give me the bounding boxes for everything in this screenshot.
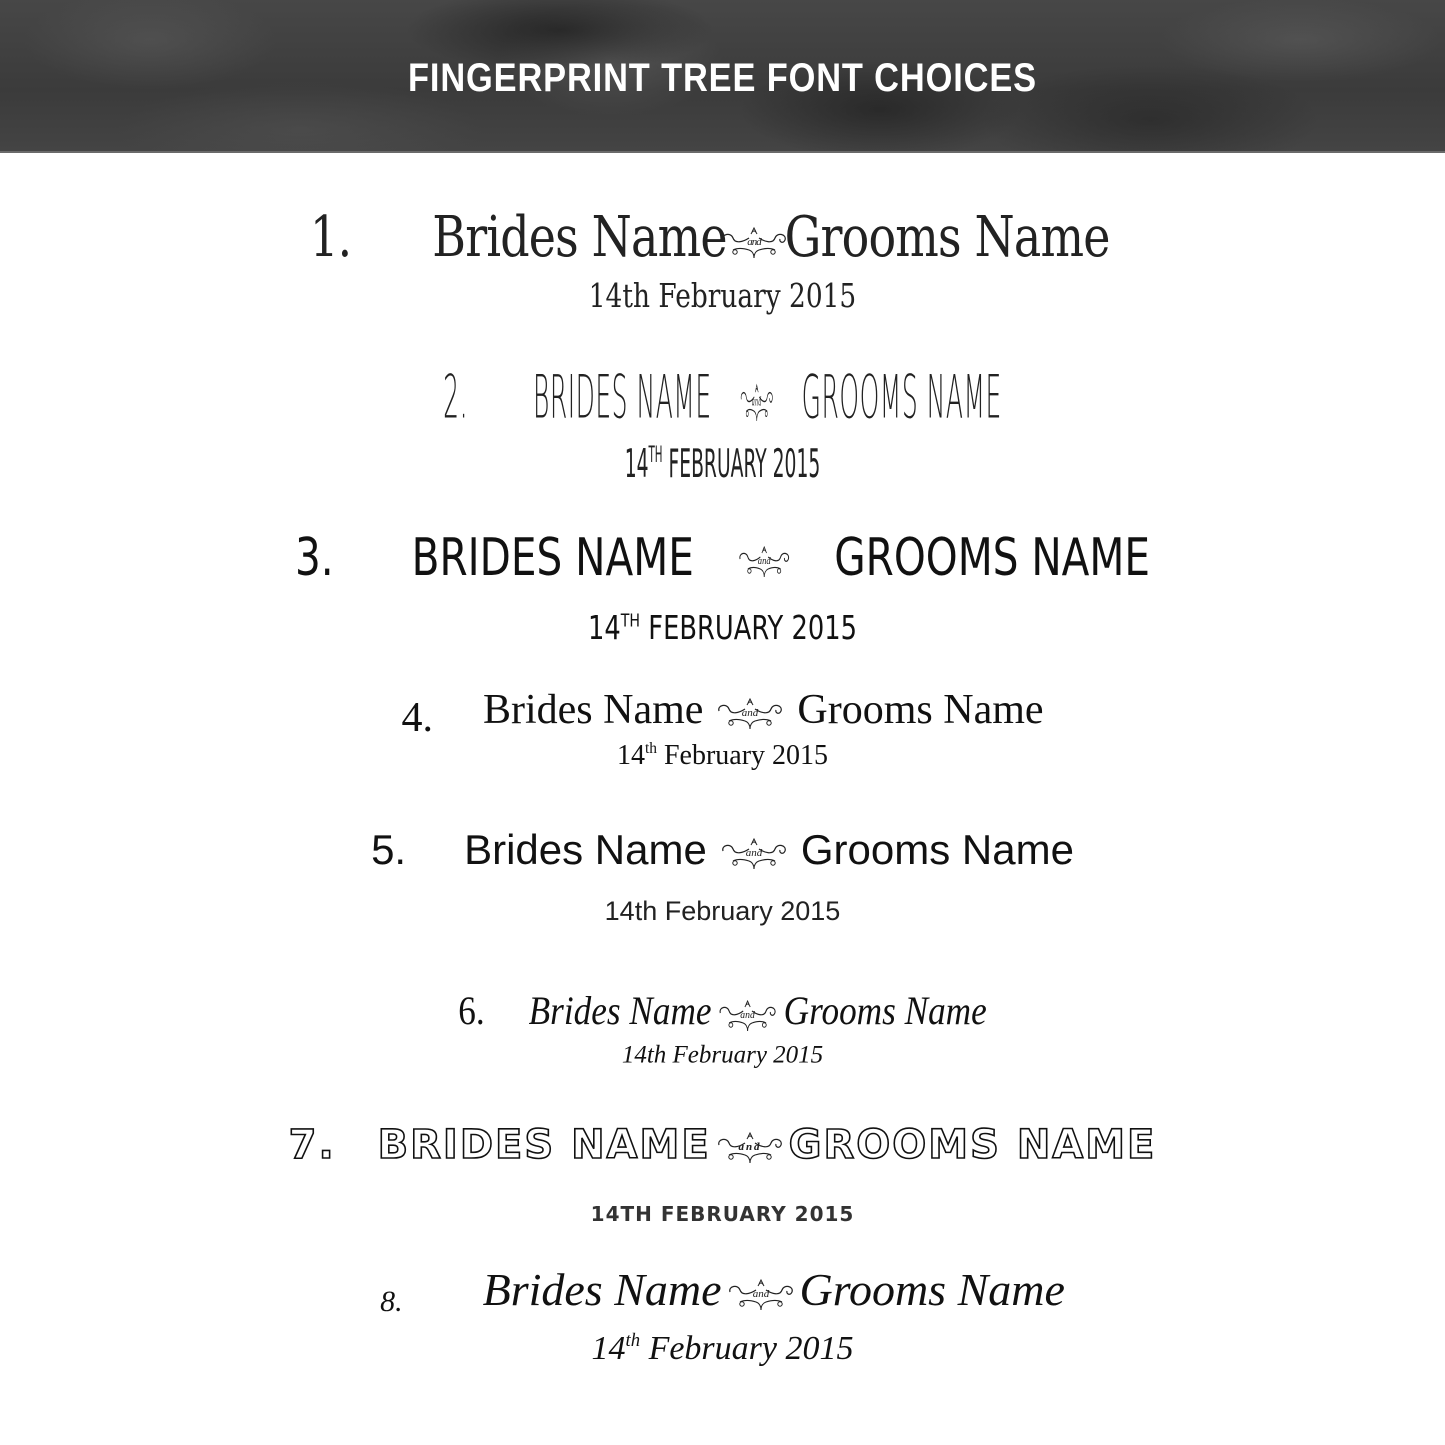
font-option-6 [0,987,1445,1069]
and-ornament [712,987,784,1035]
and-ornament-icon [719,222,789,262]
header-banner [0,0,1445,153]
wedding-date [0,1202,1445,1226]
and-ornament-icon [715,1127,785,1167]
date-rest: February 2015 [649,276,857,315]
date-suffix: TH [620,610,641,632]
wedding-date [347,442,1098,487]
grooms-name: Grooms Name [797,687,1044,733]
wedding-date [0,1041,1445,1070]
date-day: 14 [588,608,621,647]
font-option-8 [0,1263,1445,1368]
brides-name: BRIDES NAME [533,362,712,432]
brides-name: Brides Name [464,826,707,873]
and-ornament [703,686,797,734]
grooms-name: GROOMS NAME [788,1122,1157,1168]
brides-name: Brides Name [528,988,712,1034]
font-option-3 [0,528,1445,647]
date-suffix: th [625,1330,641,1351]
brides-name: Brides Name [432,205,727,270]
date-suffix: TH [648,442,663,468]
brides-name: BRIDES NAME [377,1122,711,1168]
font-option-1 [0,205,1445,315]
date-day: 14 [616,740,645,771]
svg-text:and: and [752,1288,769,1301]
wedding-date [0,896,1445,927]
date-day: 14 [624,441,649,488]
and-ornament-icon [715,693,785,733]
and-ornament [712,362,802,432]
and-ornament [694,528,834,588]
date-suffix: th [644,740,657,758]
date-day: 14th [621,1041,667,1069]
option-number: 7. [288,1122,336,1168]
date-rest: February 2015 [666,1041,824,1069]
font-option-7 [0,1122,1445,1226]
option-number: 8. [380,1284,403,1318]
date-rest: FEBRUARY 2015 [662,441,821,488]
grooms-name: GROOMS NAME [834,528,1151,588]
and-ornament-icon [727,377,787,425]
option-number: 1. [309,205,352,270]
svg-text:and: and [747,235,761,248]
and-ornament [722,1263,800,1316]
option-number: 3. [294,528,334,588]
wedding-date [159,608,1286,647]
brides-name: BRIDES NAME [411,528,694,588]
page-title: FINGERPRINT TREE FONT CHOICES [408,56,1037,100]
wedding-date [0,1330,1445,1368]
brides-name: Brides Name [482,687,704,733]
date-day: 14th [604,896,658,926]
date-rest: February 2015 [640,1330,854,1368]
svg-text:and: and [745,846,763,859]
option-number: 4. [401,695,433,741]
svg-text:and: and [751,394,762,409]
svg-text:and: and [738,1141,762,1153]
grooms-name: GROOMS NAME [801,362,1002,432]
date-rest: February 2015 [657,896,841,926]
and-ornament-icon [726,1274,796,1314]
grooms-name: Grooms Name [783,988,987,1034]
font-option-4 [0,686,1445,772]
date-day: 14 [591,1330,626,1368]
svg-text:and: and [740,1009,755,1021]
svg-text:and: and [757,555,771,568]
and-ornament [707,826,801,874]
grooms-name: Grooms Name [784,205,1110,270]
grooms-name: Grooms Name [799,1264,1065,1315]
and-ornament-icon [719,833,789,873]
and-ornament [711,1122,789,1168]
date-day: 14TH [590,1202,653,1226]
and-ornament-icon [717,995,779,1035]
option-number: 6. [458,988,485,1034]
font-option-2 [0,362,1445,488]
date-rest: FEBRUARY 2015 [652,1202,855,1226]
wedding-date [0,740,1445,772]
brides-name: Brides Name [482,1264,722,1315]
font-option-5 [0,826,1445,927]
and-ornament-icon [725,541,803,581]
wedding-date [145,276,1301,315]
date-day: 14th [588,276,650,315]
svg-text:and: and [742,707,759,720]
option-number: 5. [371,826,407,873]
date-rest: FEBRUARY 2015 [640,608,857,647]
grooms-name: Grooms Name [800,826,1074,873]
and-ornament [719,205,789,270]
option-number: 2. [443,362,469,432]
date-rest: February 2015 [656,740,829,771]
